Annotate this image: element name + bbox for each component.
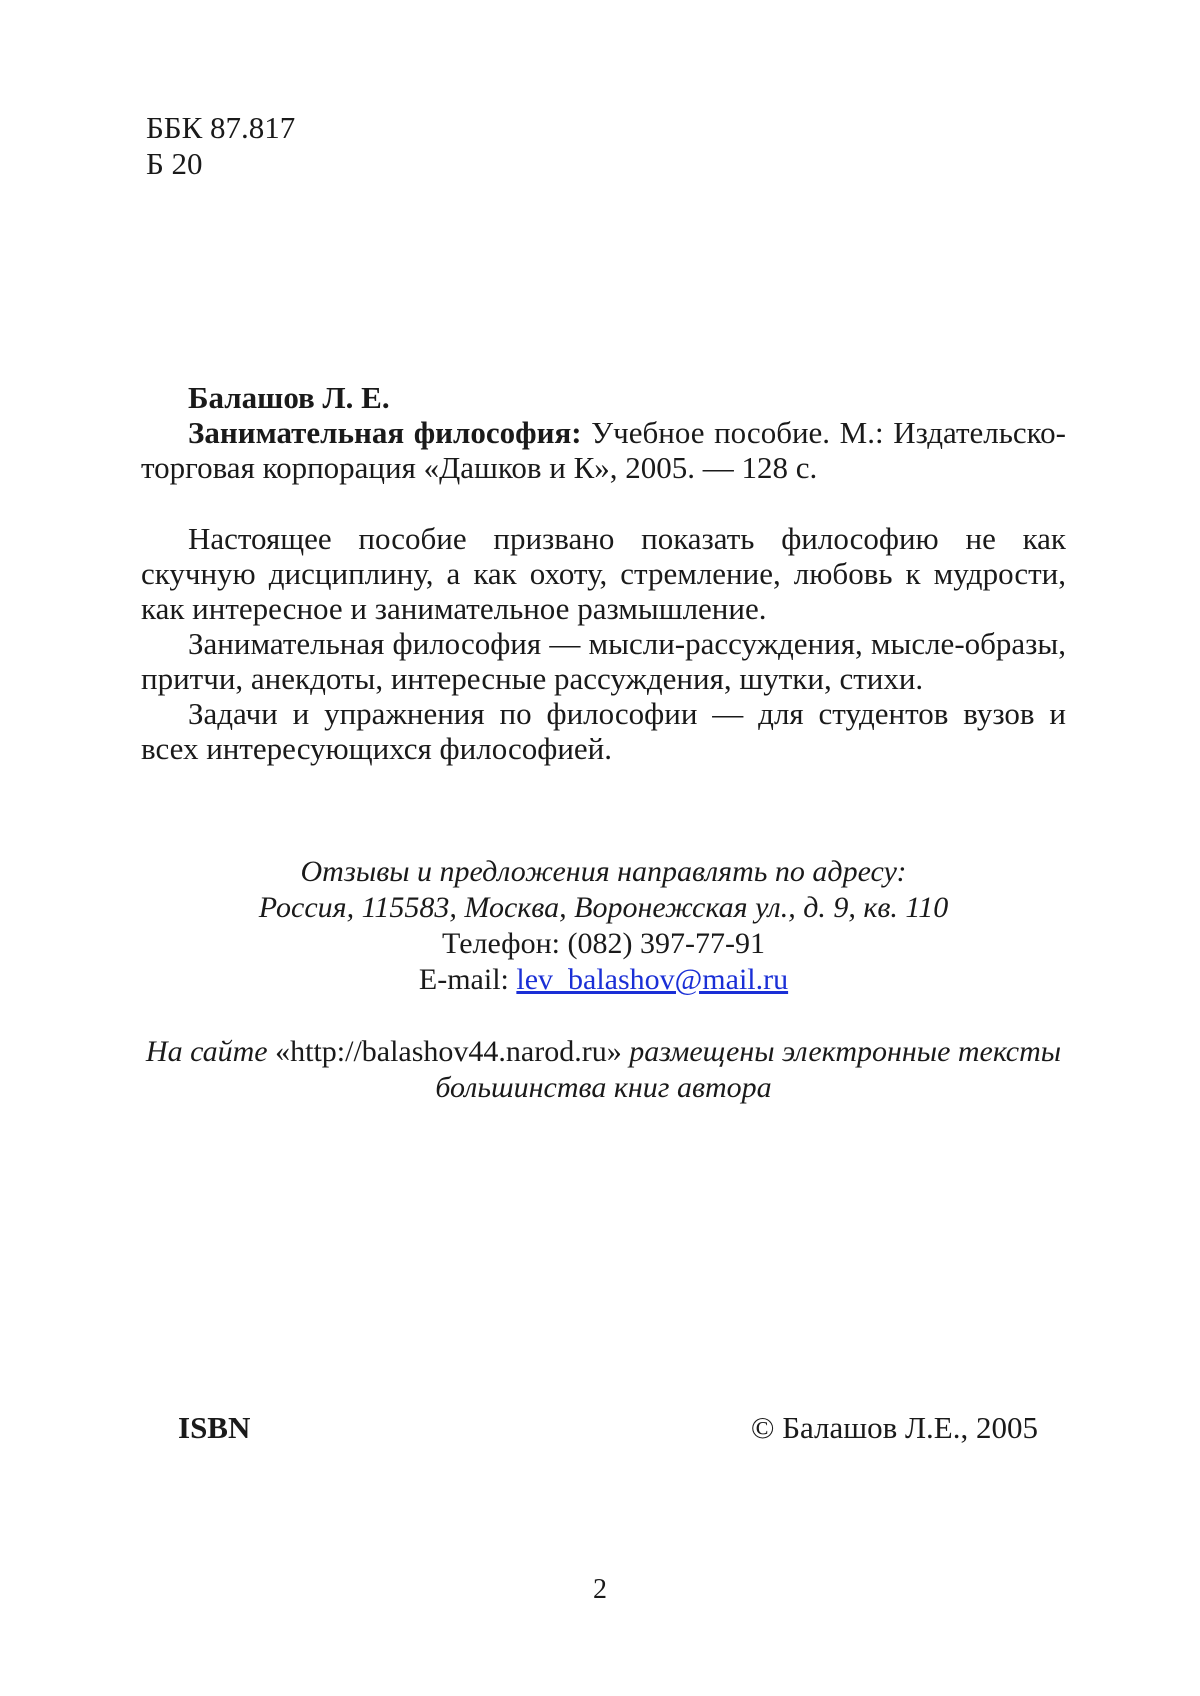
website-note-suffix: размещены электронные тексты большинства книг автора — [435, 1035, 1062, 1104]
website-note-prefix: На сайте — [145, 1035, 276, 1068]
book-title: Занимательная философия: — [188, 415, 582, 450]
copyright-notice: © Балашов Л.Е., 2005 — [750, 1410, 1038, 1445]
main-text — [141, 380, 1066, 766]
bbk-code: ББК 87.817 — [146, 110, 296, 145]
phone-number: Телефон: (082) 397-77-91 — [442, 927, 765, 960]
contacts-block — [141, 854, 1066, 998]
annotation-paragraph: Занимательная философия — мысли-рассуждения, мысле-образы, притчи, анекдоты, интересные рассуждения, шутки, стихи. — [141, 626, 1066, 696]
annotation-paragraph: Задачи и упражнения по философии — для студентов вузов и всех интересующихся философией. — [141, 696, 1066, 766]
annotation-paragraph: Настоящее пособие призвано показать философию не как скучную дисциплину, а как охоту, стремление, любовь к мудрости, как интересное и занимательное размышление. — [141, 521, 1066, 626]
author-name: Балашов Л. Е. — [188, 380, 390, 415]
email-label: E-mail: — [418, 963, 517, 996]
page-number: 2 — [593, 1574, 607, 1605]
classification-block — [146, 110, 295, 182]
email-link[interactable]: lev_balashov@mail.ru — [516, 963, 789, 996]
bibliographic-description — [141, 415, 1066, 485]
contacts-intro: Отзывы и предложения направлять по адресу: — [300, 855, 907, 888]
website-note — [141, 1034, 1066, 1106]
postal-address: Россия, 115583, Москва, Воронежская ул., д. 9, кв. 110 — [258, 891, 949, 924]
website-url: «http://balashov44.narod.ru» — [275, 1035, 622, 1068]
email-line — [141, 962, 1066, 998]
author-mark: Б 20 — [146, 146, 203, 181]
isbn-label: ISBN — [178, 1410, 251, 1445]
paragraph-gap — [141, 485, 1066, 521]
publication-details: Учебное пособие. М.: Издательско-торговая корпорация «Дашков и К», 2005. — 128 с. — [141, 415, 1066, 485]
